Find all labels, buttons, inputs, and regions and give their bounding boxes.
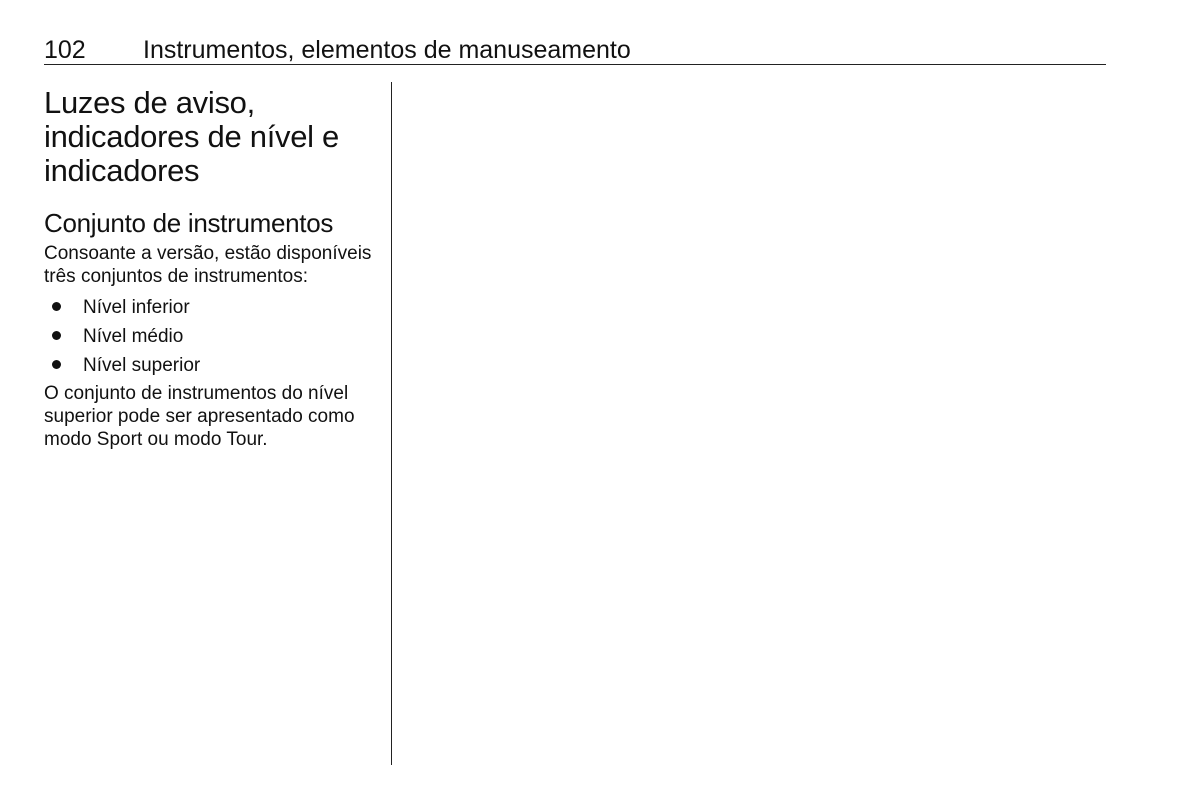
list-item-label: Nível superior [83,355,201,376]
list-item [44,322,380,351]
column-divider [391,82,392,765]
running-title: Instrumentos, elementos de manuseamento [143,36,631,64]
bullet-icon [52,360,61,369]
intro-paragraph: Consoante a versão, estão disponíveis três conjuntos de instrumentos: [44,243,372,287]
list-item-label: Nível médio [83,326,184,347]
instrument-level-list [44,293,380,380]
list-item [44,293,380,322]
left-column [44,86,380,451]
page-header [44,30,1106,65]
section-title: Luzes de aviso, indicadores de nível e indicadores [44,85,339,188]
list-item-label: Nível inferior [83,297,190,318]
page-number: 102 [44,36,86,64]
bullet-icon [52,302,61,311]
subsection-title: Conjunto de instrumentos [44,208,334,238]
bullet-icon [52,331,61,340]
list-item [44,351,380,380]
outro-paragraph: O conjunto de instrumentos do nível superior pode ser apresentado como modo Sport ou modo Tour. [44,383,355,450]
